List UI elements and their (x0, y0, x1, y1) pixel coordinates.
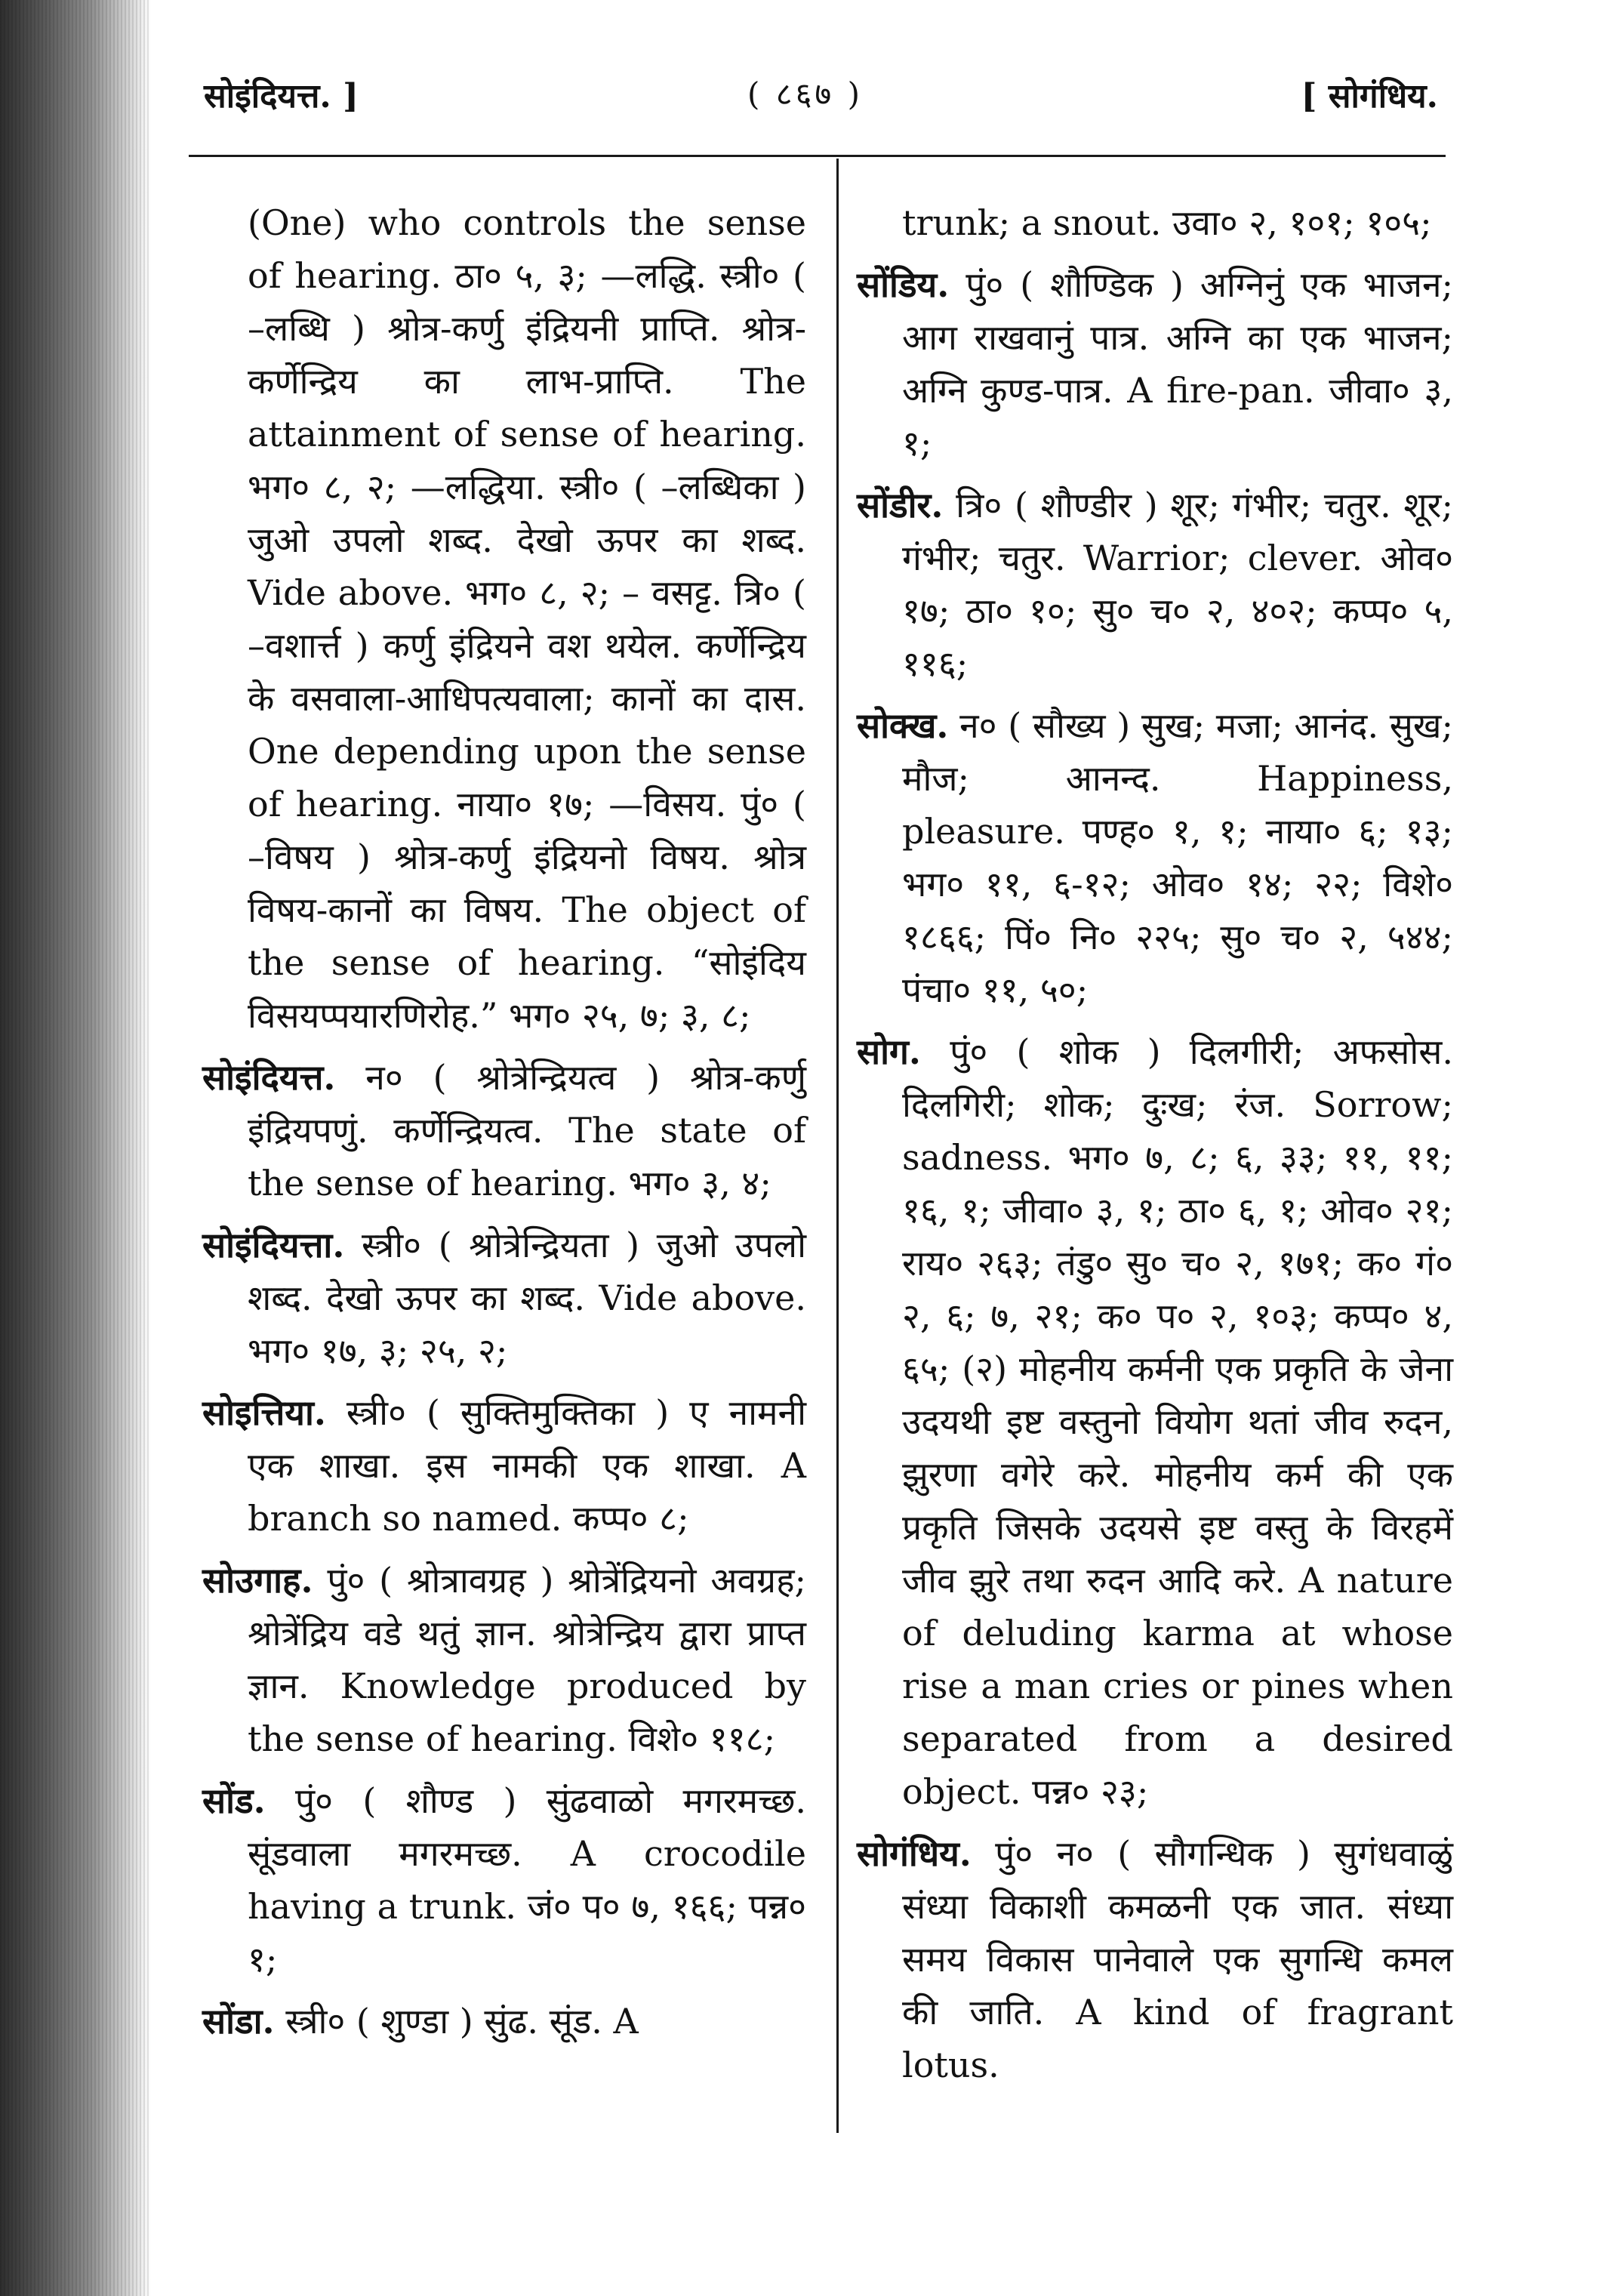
entry-headword: सोंडीर. (857, 485, 944, 525)
entry-text: पुं० ( शोक ) दिलगीरी; अफसोस. दिलगिरी; शोक; दुःख; रंज. Sorrow; sadness. भग० ७, ८; ६, ३३; ११, ११; १६, १; जीवा० ३, १; ठा० ६, १; ओव० २१; राय० २६३; तंडु० सु० च० २, १७१; क० गं० २, ६; ७, २१; क० प० २, १०३; कप्प० ४, ६५; (२) मोहनीय कर्मनी एक प्रकृति के जेना उदयथी इष्ट वस्तुनो वियोग थतां जीव रुदन, झुरणा वगेरे करे. मोहनीय कर्म की एक प्रकृति जिसके उदयसे इष्ट वस्तु के विरहमें जीव झुरे तथा रुदन आदि करे. A nature of deluding karma at whose rise a man cries or pines when separated from a desired object. पन्न० २३; (902, 1031, 1453, 1812)
entry-headword: सोंडा. (202, 2001, 275, 2042)
entry-headword: सोइत्तिया. (202, 1392, 326, 1433)
entry-text: स्त्री० ( शुण्डा ) सुंढ. सूंड. A (285, 2001, 639, 2042)
scan-gutter-shadow (0, 0, 151, 2296)
column-divider (836, 159, 839, 2133)
entry-headword: सोइंदियत्त. (202, 1057, 336, 1098)
dictionary-entry (857, 479, 1453, 690)
entry-text: पुं० न० ( सौगन्धिक ) सुगंधवाळुं संध्या विकाशी कमळनी एक जात. संध्या समय विकास पानेवाले एक सुगन्धि कमल की जाति. A kind of fragrant lotus. (902, 1833, 1453, 2085)
dictionary-entry (202, 1554, 806, 1765)
entry-headword: सोंडिय. (857, 264, 950, 305)
page-number: ( ८६७ ) (747, 76, 863, 112)
entry-text: पुं० ( श्रोत्रावग्रह ) श्रोत्रेंद्रियनो अवग्रह; श्रोत्रेंद्रिय वडे थतुं ज्ञान. श्रोत्रेन्द्रिय द्वारा प्राप्त ज्ञान. Knowledge produced by the sense of hearing. विशे० ११८; (248, 1560, 807, 1759)
entry-text: (One) who controls the sense of hearing. ठा० ५, ३; —लद्धि. स्त्री० ( –लब्धि ) श्रोत्र-कर्णु इंद्रियनी प्राप्ति. श्रोत्र-कर्णेन्द्रिय का लाभ-प्राप्ति. The attainment of sense of hearing. भग० ८, २; —लद्धिया. स्त्री० ( –लब्धिका ) जुओ उपलो शब्द. देखो ऊपर का शब्द. Vide above. भग० ८, २; – वसट्ट. त्रि० ( –वशार्त्त ) कर्णु इंद्रियने वश थयेल. कर्णेन्द्रिय के वसवाला-आधिपत्यवाला; कानों का दास. One depending upon the sense of hearing. नाया० १७; —विसय. पुं० ( –विषय ) श्रोत्र-कर्णु इंद्रियनो विषय. श्रोत्र विषय-कानों का विषय. The object of the sense of hearing. “सोइंदिय विसयप्पयारणिरोह.” भग० २५, ७; ३, ८; (248, 202, 806, 1036)
entry-text: पुं० ( शौण्डिक ) अग्निनुं एक भाजन; आग राखवानुं पात्र. अग्नि का एक भाजन; अग्नि कुण्ड-पात्र. A fire-pan. जीवा० ३, १; (902, 264, 1454, 464)
right-column (857, 196, 1453, 2100)
dictionary-entry (202, 1995, 806, 2048)
entry-text: स्त्री० ( सुक्तिमुक्तिका ) ए नामनी एक शाखा. इस नामकी एक शाखा. A branch so named. कप्प० ८; (248, 1392, 806, 1539)
entry-text: न० ( श्रोत्रेन्द्रियत्व ) श्रोत्र-कर्णु इंद्रियपणुं. कर्णेन्द्रियत्व. The state of the sense of hearing. भग० ३, ४; (248, 1057, 806, 1203)
left-column (202, 196, 806, 2057)
entry-text: स्त्री० ( श्रोत्रेन्द्रियता ) जुओ उपलो शब्द. देखो ऊपर का शब्द. Vide above. भग० १७, ३; २५, २; (248, 1225, 807, 1371)
dictionary-entry (857, 196, 1453, 249)
dictionary-entry (857, 1827, 1453, 2091)
entry-headword: सोइंदियत्ता. (202, 1225, 345, 1265)
dictionary-entry (857, 1025, 1453, 1818)
entry-text: त्रि० ( शौण्डीर ) शूर; गंभीर; चतुर. शूर; गंभीर; चतुर. Warrior; clever. ओव० १७; ठा० १०; सु० च० २, ४०२; कप्प० ५, ११६; (902, 485, 1453, 684)
entry-headword: सोक्ख. (857, 705, 949, 746)
entry-text: trunk; a snout. उवा० २, १०१; १०५; (902, 202, 1432, 243)
header-left-guideword: सोइंदियत्त. ] (204, 77, 359, 116)
dictionary-entry (202, 1774, 806, 1986)
entry-headword: सोंड. (202, 1780, 266, 1821)
dictionary-entry (202, 1051, 806, 1210)
header-rule (189, 155, 1446, 157)
dictionary-entry (202, 196, 806, 1042)
dictionary-entry (202, 1219, 806, 1377)
dictionary-entry (857, 699, 1453, 1016)
entry-headword: सोउगाह. (202, 1560, 313, 1601)
entry-text: पुं० ( शौण्ड ) सुंढवाळो मगरमच्छ. सूंडवाला मगरमच्छ. A crocodile having a trunk. जं० प० ७, १६६; पन्न० १; (248, 1780, 806, 1980)
entry-text: न० ( सौख्य ) सुख; मजा; आनंद. सुख; मौज; आनन्द. Happiness, pleasure. पण्ह० १, १; नाया० ६; १३; भग० ११, ६-१२; ओव० १४; २२; विशे० १८६६; पिं० नि० २२५; सु० च० २, ५४४; पंचा० ११, ५०; (902, 705, 1454, 1010)
header-right-guideword: [ सोगंधिय. (1301, 77, 1438, 116)
entry-headword: सोग. (857, 1031, 921, 1072)
dictionary-entry (857, 258, 1453, 470)
entry-headword: सोगंधिय. (857, 1833, 972, 1874)
dictionary-entry (202, 1386, 806, 1545)
